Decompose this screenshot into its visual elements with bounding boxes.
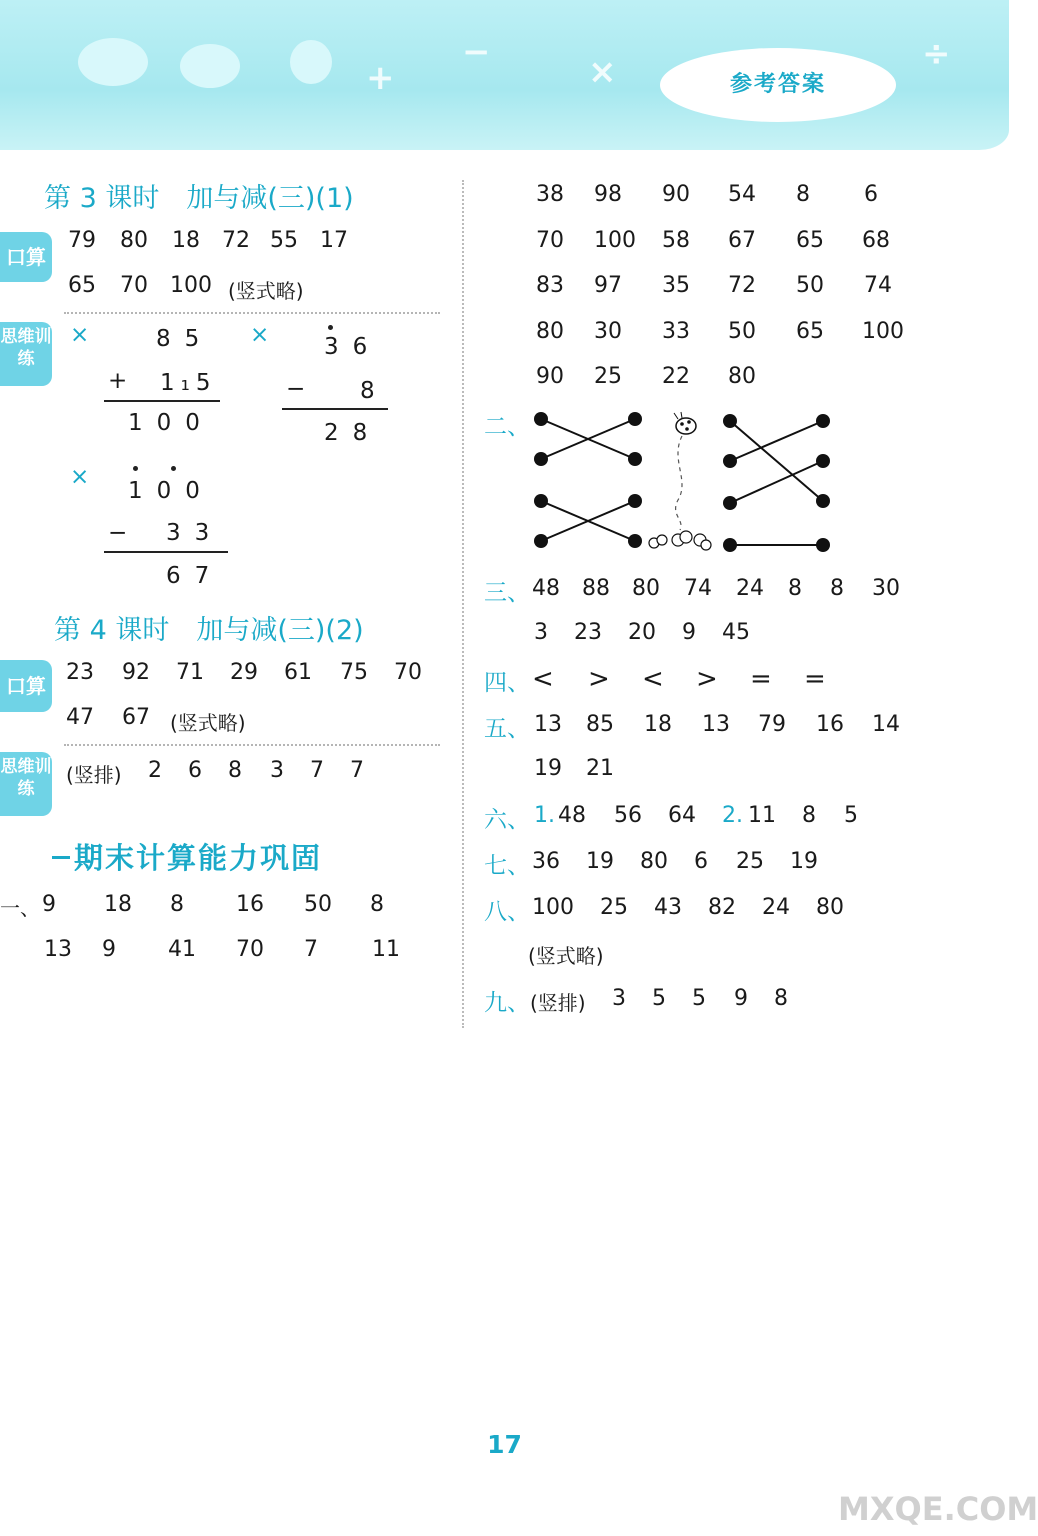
- cloud-decoration: [78, 38, 148, 86]
- answer-value: 90: [662, 182, 690, 207]
- answer-value: 54: [728, 182, 756, 207]
- answer-value: 79: [758, 712, 786, 737]
- answer-value: 80: [120, 228, 148, 253]
- answer-value: 11: [372, 937, 400, 962]
- answer-value: 100: [594, 228, 636, 253]
- answer-value: 80: [536, 319, 564, 344]
- watermark: MXQE.COM: [838, 1490, 1038, 1528]
- comparison-sign: <: [642, 664, 664, 694]
- q1-row2: [0, 937, 460, 967]
- answer-value: 70: [236, 937, 264, 962]
- answer-value: 23: [66, 660, 94, 685]
- answer-value: 7: [310, 758, 324, 783]
- answer-value: 13: [44, 937, 72, 962]
- answer-value: 6: [864, 182, 878, 207]
- plus-symbol-decoration: +: [366, 58, 395, 98]
- answer-value: 8: [228, 758, 242, 783]
- calc-a-operator: +: [108, 368, 142, 394]
- calc-a-bottom: 1₁5: [160, 370, 217, 396]
- answer-value: 21: [586, 756, 614, 781]
- question-label: 六、: [484, 807, 530, 833]
- answer-value: 5: [692, 986, 706, 1011]
- answer-value: 24: [736, 576, 764, 601]
- answer-value: 20: [628, 620, 656, 645]
- answer-value: 38: [536, 182, 564, 207]
- answer-value: 85: [586, 712, 614, 737]
- answer-value: 47: [66, 705, 94, 730]
- answer-value: 3: [534, 620, 548, 645]
- answer-value: 72: [222, 228, 250, 253]
- q1-cont-row4: [0, 319, 1009, 349]
- answer-value: 13: [702, 712, 730, 737]
- answer-value: 16: [816, 712, 844, 737]
- calc-a-top: 85: [156, 326, 214, 352]
- answer-value: 70: [394, 660, 422, 685]
- ladybug-icon: [674, 412, 696, 434]
- answer-value: 50: [304, 892, 332, 917]
- answer-value: 5: [844, 803, 858, 828]
- answer-value: 65: [796, 319, 824, 344]
- vertical-arrangement-prefix: (竖排): [66, 763, 122, 787]
- answer-value: 7: [304, 937, 318, 962]
- answer-value: 45: [722, 620, 750, 645]
- answer-value: 29: [230, 660, 258, 685]
- sub-question-number: 2.: [722, 803, 743, 828]
- answer-value: 43: [654, 895, 682, 920]
- answer-value: 90: [536, 364, 564, 389]
- answer-value: 18: [104, 892, 132, 917]
- answer-value: 3: [612, 986, 626, 1011]
- answer-value: 56: [614, 803, 642, 828]
- calc-c-top: 100: [128, 478, 214, 504]
- answer-value: 58: [662, 228, 690, 253]
- vertical-form-omitted-note: (竖式略): [528, 944, 604, 968]
- answer-value: 67: [728, 228, 756, 253]
- answer-value: 72: [728, 273, 756, 298]
- flower-icon: [649, 531, 711, 550]
- answer-value: 5: [652, 986, 666, 1011]
- q7-row: [0, 849, 1009, 879]
- answer-value: 70: [536, 228, 564, 253]
- q9-row: [0, 986, 1009, 1016]
- comparison-sign: =: [804, 664, 826, 694]
- answer-value: 33: [662, 319, 690, 344]
- answer-value: 55: [270, 228, 298, 253]
- matching-diagram: [520, 400, 840, 560]
- answer-value: 36: [532, 849, 560, 874]
- calc-b-top: 36: [324, 334, 382, 360]
- answer-value: 9: [42, 892, 56, 917]
- answer-value: 79: [68, 228, 96, 253]
- calc-c-result: 67: [166, 563, 224, 589]
- dotted-separator: [64, 744, 440, 746]
- q8-row: [0, 895, 1009, 925]
- calc-a-line: [104, 400, 220, 402]
- answer-value: 64: [668, 803, 696, 828]
- calc-b-result: 28: [324, 420, 382, 446]
- q3-row2: [0, 620, 1009, 650]
- comparison-sign: <: [532, 664, 554, 694]
- answer-value: 11: [748, 803, 776, 828]
- calc-b-line: [282, 408, 388, 410]
- q5-row2: [0, 756, 1009, 786]
- wrong-mark: ×: [250, 322, 270, 348]
- divide-symbol-decoration: ÷: [922, 34, 951, 74]
- calc-c-line: [104, 551, 228, 553]
- calc-c-bottom: 33: [166, 520, 224, 546]
- answer-value: 75: [340, 660, 368, 685]
- q6-row: [0, 803, 1009, 833]
- question-label: 二、: [484, 414, 530, 440]
- answer-value: 41: [168, 937, 196, 962]
- answer-value: 30: [594, 319, 622, 344]
- answer-value: 25: [736, 849, 764, 874]
- answer-value: 70: [120, 273, 148, 298]
- question-label: 八、: [484, 899, 530, 925]
- answer-value: 48: [558, 803, 586, 828]
- answer-value: 83: [536, 273, 564, 298]
- cloud-decoration: [290, 40, 332, 84]
- wrong-mark: ×: [70, 464, 90, 490]
- answer-value: 8: [796, 182, 810, 207]
- answer-value: 68: [862, 228, 890, 253]
- answer-value: 100: [532, 895, 574, 920]
- q4-row: [0, 664, 1009, 694]
- question-label: 七、: [484, 853, 530, 879]
- calc-c-operator: −: [108, 520, 142, 546]
- answer-value: 50: [728, 319, 756, 344]
- comparison-sign: >: [588, 664, 610, 694]
- answer-value: 24: [762, 895, 790, 920]
- answer-value: 9: [682, 620, 696, 645]
- answer-value: 9: [734, 986, 748, 1011]
- q1-cont-row1: [0, 182, 1009, 212]
- answer-value: 65: [68, 273, 96, 298]
- answer-value: 25: [600, 895, 628, 920]
- answer-value: 65: [796, 228, 824, 253]
- calc-a-result: 100: [128, 410, 214, 436]
- answer-value: 25: [594, 364, 622, 389]
- comparison-sign: >: [696, 664, 718, 694]
- question-label: 四、: [484, 670, 530, 696]
- answer-value: 74: [684, 576, 712, 601]
- answer-value: 6: [188, 758, 202, 783]
- cloud-decoration: [180, 44, 240, 88]
- answer-value: 80: [816, 895, 844, 920]
- answer-value: 61: [284, 660, 312, 685]
- vertical-form-omitted-note: (竖式略): [170, 711, 246, 735]
- answer-value: 19: [586, 849, 614, 874]
- answer-value: 35: [662, 273, 690, 298]
- thinking-training-tab: 思维训练: [0, 322, 52, 386]
- answer-value: 6: [694, 849, 708, 874]
- carry-dot: [133, 466, 138, 471]
- answer-value: 18: [644, 712, 672, 737]
- answer-value: 100: [170, 273, 212, 298]
- answer-value: 8: [830, 576, 844, 601]
- final-review-heading: 期末计算能力巩固: [74, 841, 323, 875]
- q1-cont-row2: [0, 228, 1009, 258]
- page-title: 参考答案: [729, 72, 826, 97]
- answer-value: 14: [872, 712, 900, 737]
- answer-value: 19: [790, 849, 818, 874]
- answer-value: 18: [172, 228, 200, 253]
- answer-value: 50: [796, 273, 824, 298]
- answer-value: 16: [236, 892, 264, 917]
- answer-value: 8: [370, 892, 384, 917]
- minus-symbol-decoration: −: [462, 32, 491, 72]
- answer-value: 8: [774, 986, 788, 1011]
- answer-value: 2: [148, 758, 162, 783]
- answer-value: 48: [532, 576, 560, 601]
- page-number: 17: [487, 1430, 522, 1459]
- q3-row1: [0, 576, 1009, 606]
- question-label: 五、: [484, 716, 530, 742]
- answer-value: 82: [708, 895, 736, 920]
- q1-cont-row5: [0, 364, 1009, 394]
- answer-value: 17: [320, 228, 348, 253]
- answer-value: 74: [864, 273, 892, 298]
- wrong-mark: ×: [70, 322, 90, 348]
- lesson-4-heading: 第 4 课时 加与减(三)(2): [54, 615, 364, 646]
- answer-value: 9: [102, 937, 116, 962]
- answer-value: 92: [122, 660, 150, 685]
- answer-value: 88: [582, 576, 610, 601]
- answer-value: 97: [594, 273, 622, 298]
- answer-title-badge: [660, 48, 896, 122]
- calc-b-bottom: 8: [360, 378, 389, 404]
- answer-value: 100: [862, 319, 904, 344]
- vertical-form-omitted-note: (竖式略): [228, 279, 304, 303]
- question-label: 一、: [0, 896, 40, 920]
- vertical-arrangement-prefix: (竖排): [530, 991, 586, 1015]
- answer-value: 8: [802, 803, 816, 828]
- answer-value: 7: [350, 758, 364, 783]
- comparison-sign: =: [750, 664, 772, 694]
- question-label: 三、: [484, 580, 530, 606]
- answer-value: 67: [122, 705, 150, 730]
- answer-value: 98: [594, 182, 622, 207]
- carry-dot: [171, 466, 176, 471]
- answer-value: 23: [574, 620, 602, 645]
- q5-row1: [0, 712, 1009, 742]
- thinking-training-tab: 思维训练: [0, 752, 52, 816]
- lesson-3-heading: 第 3 课时 加与减(三)(1): [44, 183, 354, 214]
- answer-value: 30: [872, 576, 900, 601]
- oral-calc-tab: 口算: [0, 660, 52, 712]
- answer-value: 19: [534, 756, 562, 781]
- answer-value: 80: [728, 364, 756, 389]
- q1-cont-row3: [0, 273, 1009, 303]
- answer-value: 8: [788, 576, 802, 601]
- sub-question-number: 1.: [534, 803, 555, 828]
- times-symbol-decoration: ×: [588, 52, 617, 92]
- answer-value: 3: [270, 758, 284, 783]
- dotted-separator: [64, 312, 440, 314]
- answer-value: 80: [632, 576, 660, 601]
- question-label: 九、: [484, 990, 530, 1016]
- calc-b-operator: −: [286, 376, 320, 402]
- oral-calc-tab: 口算: [0, 232, 52, 282]
- answer-value: 71: [176, 660, 204, 685]
- answer-value: 22: [662, 364, 690, 389]
- answer-value: 80: [640, 849, 668, 874]
- answer-value: 8: [170, 892, 184, 917]
- answer-value: 13: [534, 712, 562, 737]
